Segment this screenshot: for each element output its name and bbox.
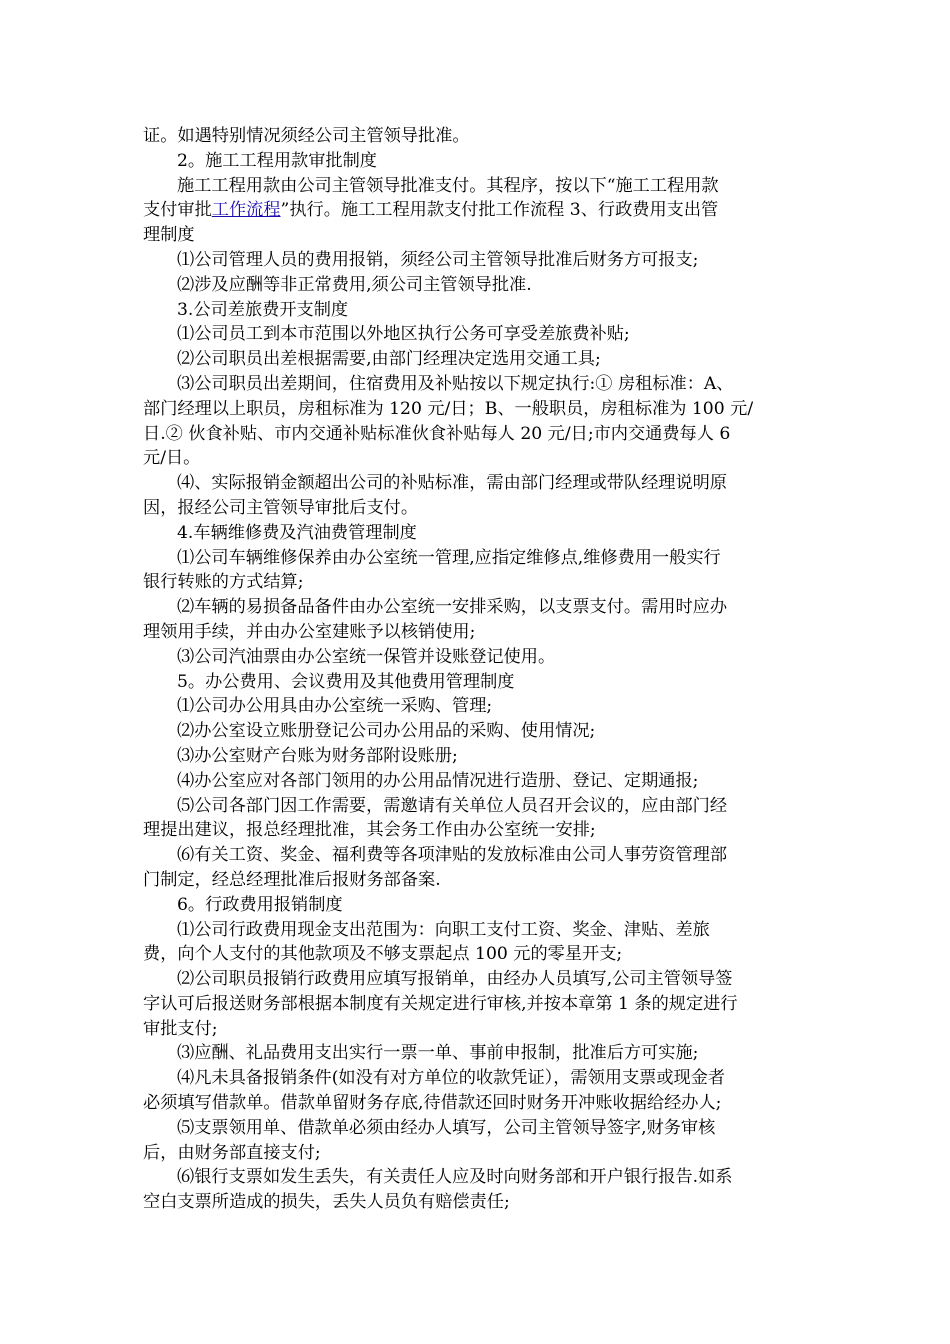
text-segment: ”执行。施工工程用款支付批工作流程 3、行政费用支出管: [280, 200, 719, 221]
text-line: 2。施工工程用款审批制度: [177, 150, 377, 171]
text-line: 部门经理以上职员，房租标准为 120 元/日；B、一般职员，房租标准为 100 元/: [143, 398, 754, 419]
text-line: ⑴公司管理人员的费用报销，须经公司主管领导批准后财务方可报支;: [177, 249, 699, 270]
text-line: ⑴公司办公用具由办公室统一采购、管理;: [177, 696, 493, 717]
text-line: ⑷、实际报销金额超出公司的补贴标准，需由部门经理或带队经理说明原: [177, 473, 728, 494]
text-line: ⑶公司汽油票由办公室统一保管并设账登记使用。: [177, 646, 556, 667]
text-line: ⑵公司职员出差根据需要,由部门经理决定选用交通工具;: [177, 349, 601, 370]
text-line: ⑵涉及应酬等非正常费用,须公司主管领导批准.: [177, 274, 532, 295]
text-line: 理领用手续，并由办公室建账予以核销使用;: [143, 621, 476, 642]
text-line: ⑵办公室设立账册登记公司办公用品的采购、使用情况;: [177, 721, 596, 742]
text-line: ⑶办公室财产台账为财务部附设账册;: [177, 745, 458, 766]
text-line: 字认可后报送财务部根据本制度有关规定进行审核,并按本章第 1 条的规定进行: [143, 993, 738, 1014]
text-line: ⑹有关工资、奖金、福利费等各项津贴的发放标准由公司人事劳资管理部: [177, 845, 728, 866]
workflow-link[interactable]: 工作流程: [211, 200, 281, 221]
text-line: 银行转账的方式结算;: [143, 572, 304, 593]
text-line: 3.公司差旅费开支制度: [177, 299, 349, 320]
text-line: ⑴公司车辆维修保养由办公室统一管理,应指定维修点,维修费用一般实行: [177, 547, 721, 568]
text-line: 空白支票所造成的损失，丢失人员负有赔偿责任;: [143, 1192, 510, 1213]
document-body: [143, 124, 813, 1215]
text-line: 审批支付;: [143, 1018, 218, 1039]
text-line: 5。办公费用、会议费用及其他费用管理制度: [177, 671, 515, 692]
text-line: 施工工程用款由公司主管领导批准支付。其程序，按以下“施工工程用款: [177, 175, 719, 196]
text-line: 日.② 伙食补贴、市内交通补贴标准伙食补贴每人 20 元/日;市内交通费每人 6: [143, 423, 731, 444]
text-line: 因，报经公司主管领导审批后支付。: [143, 497, 419, 518]
text-line: 理提出建议，报总经理批准，其会务工作由办公室统一安排;: [143, 820, 596, 841]
text-line: ⑵公司职员报销行政费用应填写报销单，由经办人员填写,公司主管领导签: [177, 969, 733, 990]
text-line: ⑷办公室应对各部门领用的办公用品情况进行造册、登记、定期通报;: [177, 770, 699, 791]
text-line: ⑷凡未具备报销条件(如没有对方单位的收款凭证），需领用支票或现金者: [177, 1068, 726, 1089]
text-line: ⑸公司各部门因工作需要，需邀请有关单位人员召开会议的，应由部门经: [177, 795, 728, 816]
text-line: [143, 198, 813, 223]
text-line: 6。行政费用报销制度: [177, 894, 343, 915]
text-line: ⑹银行支票如发生丢失，有关责任人应及时向财务部和开户银行报告.如系: [177, 1167, 733, 1188]
text-line: ⑴公司员工到本市范围以外地区执行公务可享受差旅费补贴;: [177, 324, 630, 345]
text-line: 4.车辆维修费及汽油费管理制度: [177, 522, 417, 543]
text-line: ⑸支票领用单、借款单必须由经办人填写，公司主管领导签字,财务审核: [177, 1117, 716, 1138]
text-line: ⑴公司行政费用现金支出范围为：向职工支付工资、奖金、津贴、差旅: [177, 919, 710, 940]
text-line: 元/日。: [143, 448, 201, 469]
text-line: ⑶公司职员出差期间，住宿费用及补贴按以下规定执行:① 房租标准：A、: [177, 373, 734, 394]
text-line: 费，向个人支付的其他款项及不够支票起点 100 元的零星开支;: [143, 944, 623, 965]
text-segment: 支付审批: [143, 200, 212, 221]
text-line: 门制定，经总经理批准后报财务部备案.: [143, 869, 441, 890]
text-line: ⑶应酬、礼品费用支出实行一票一单、事前申报制，批准后方可实施;: [177, 1043, 699, 1064]
text-line: 证。如遇特别情况须经公司主管领导批准。: [143, 126, 470, 146]
text-line: 必须填写借款单。借款单留财务存底,待借款还回时财务开冲账收据给经办人;: [143, 1093, 722, 1114]
text-line: ⑵车辆的易损备品备件由办公室统一安排采购，以支票支付。需用时应办: [177, 597, 728, 618]
text-line: 后，由财务部直接支付;: [143, 1142, 321, 1163]
text-line: 理制度: [143, 225, 195, 246]
